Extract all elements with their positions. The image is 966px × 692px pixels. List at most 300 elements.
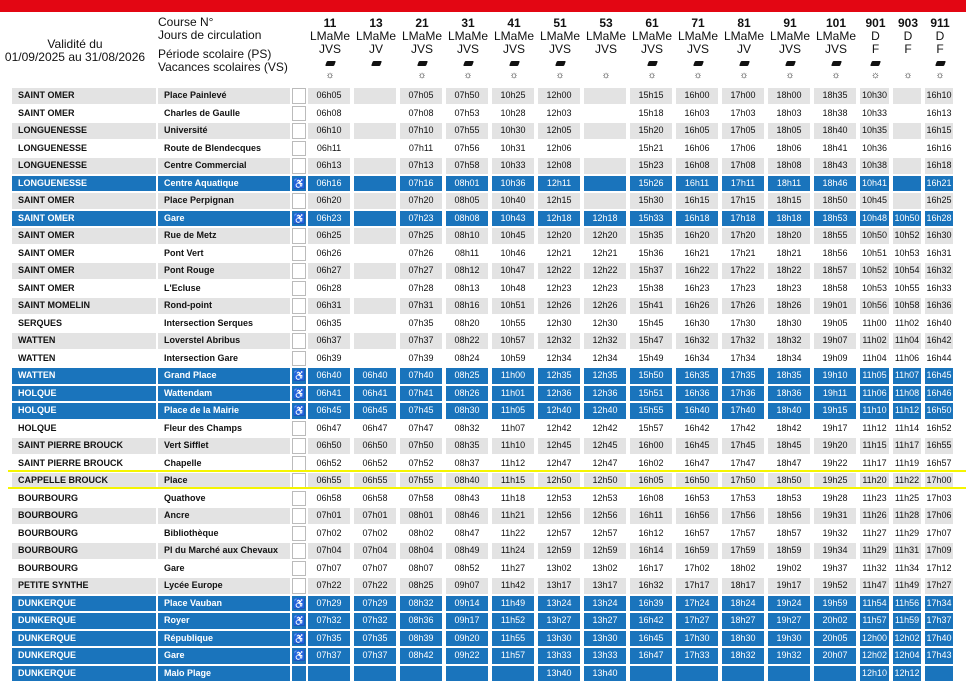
departure-time — [676, 666, 718, 682]
departure-time: 19h02 — [768, 561, 810, 577]
stop-city: SERQUES — [12, 316, 156, 332]
departure-time: 10h47 — [492, 263, 534, 279]
departure-time: 11h22 — [893, 473, 921, 489]
days-line-2: JVS — [502, 42, 525, 56]
departure-time: 12h05 — [538, 123, 580, 139]
departure-time: 06h27 — [308, 263, 350, 279]
departure-time: 06h16 — [308, 176, 350, 192]
departure-time: 06h47 — [354, 421, 396, 437]
wheelchair-icon: ♿ — [293, 371, 306, 382]
departure-time: 18h22 — [768, 263, 810, 279]
accessibility-cell — [292, 456, 306, 472]
departure-time — [446, 666, 488, 682]
top-color-bar — [0, 0, 966, 12]
departure-time: 17h12 — [925, 561, 953, 577]
school-period-label: Période scolaire (PS) — [158, 47, 272, 61]
accessibility-cell — [292, 106, 306, 122]
departure-time: 12h23 — [584, 281, 626, 297]
school-holidays-marker — [354, 69, 398, 82]
departure-time — [925, 666, 953, 682]
stop-city: BOURBOURG — [12, 526, 156, 542]
days-line-1: LMaMe — [539, 29, 580, 43]
departure-time: 16h42 — [676, 421, 718, 437]
departure-time: 16h47 — [676, 456, 718, 472]
departure-time: 11h02 — [860, 333, 889, 349]
departure-time: 07h50 — [400, 438, 442, 454]
departure-time: 06h41 — [308, 386, 350, 402]
departure-time: 13h27 — [584, 613, 626, 629]
departure-time: 06h11 — [308, 141, 350, 157]
departure-time: 16h50 — [925, 403, 953, 419]
departure-time: 12h50 — [538, 473, 580, 489]
accessibility-cell — [292, 316, 306, 332]
accessibility-cell — [292, 158, 306, 174]
course-column-header — [400, 17, 444, 82]
departure-time: 08h35 — [446, 438, 488, 454]
school-holidays-marker — [768, 69, 812, 82]
departure-time: 12h45 — [584, 438, 626, 454]
days-line-1: LMaMe — [309, 29, 350, 43]
school-holidays-label: Vacances scolaires (VS) — [158, 60, 288, 74]
departure-time — [584, 158, 626, 174]
departure-time — [584, 123, 626, 139]
accessibility-cell — [292, 403, 306, 419]
school-period-marker — [768, 56, 812, 69]
timetable-row — [0, 297, 966, 315]
timetable-row — [0, 262, 966, 280]
departure-time: 12h35 — [584, 368, 626, 384]
departure-time: 06h55 — [308, 473, 350, 489]
departure-time: 06h52 — [354, 456, 396, 472]
accessibility-cell — [292, 543, 306, 559]
departure-time: 16h15 — [925, 123, 953, 139]
departure-time: 19h34 — [814, 543, 856, 559]
departure-time: 18h30 — [768, 316, 810, 332]
departure-time: 17h03 — [722, 106, 764, 122]
accessibility-cell — [292, 648, 306, 664]
departure-time — [354, 263, 396, 279]
departure-time: 08h11 — [446, 246, 488, 262]
departure-time: 18h08 — [768, 158, 810, 174]
departure-time: 12h10 — [860, 666, 889, 682]
departure-time: 07h22 — [354, 578, 396, 594]
stop-name: Place — [158, 473, 290, 489]
course-number: 41 — [507, 16, 521, 30]
departure-time: 10h38 — [860, 158, 889, 174]
departure-time: 12h30 — [584, 316, 626, 332]
timetable-row — [0, 157, 966, 175]
departure-time: 08h46 — [446, 508, 488, 524]
days-line-2: JVS — [594, 42, 617, 56]
departure-time: 19h20 — [814, 438, 856, 454]
departure-time: 12h56 — [538, 508, 580, 524]
days-label: Jours de circulation — [158, 28, 262, 42]
departure-time: 09h20 — [446, 631, 488, 647]
departure-time: 10h28 — [492, 106, 534, 122]
departure-time: 11h57 — [860, 613, 889, 629]
departure-time: 11h00 — [492, 368, 534, 384]
departure-time: 07h53 — [446, 106, 488, 122]
departure-time — [584, 106, 626, 122]
days-line-1: LMaMe — [585, 29, 626, 43]
departure-time: 07h35 — [354, 631, 396, 647]
departure-time: 08h05 — [446, 193, 488, 209]
timetable-row — [0, 315, 966, 333]
departure-time — [584, 141, 626, 157]
accessibility-cell — [292, 88, 306, 104]
departure-time: 16h18 — [676, 211, 718, 227]
accessibility-cell — [292, 578, 306, 594]
timetable-row — [0, 175, 966, 193]
departure-time: 10h33 — [860, 106, 889, 122]
departure-time: 12h00 — [538, 88, 580, 104]
departure-time: 16h31 — [925, 246, 953, 262]
stop-name: Centre Commercial — [158, 158, 290, 174]
departure-time: 11h07 — [492, 421, 534, 437]
stop-city: LONGUENESSE — [12, 158, 156, 174]
departure-time: 16h17 — [630, 561, 672, 577]
departure-time: 07h37 — [308, 648, 350, 664]
departure-time: 11h04 — [893, 333, 921, 349]
departure-time — [354, 141, 396, 157]
departure-time: 17h02 — [676, 561, 718, 577]
stop-name: Loverstel Abribus — [158, 333, 290, 349]
timetable-row — [0, 367, 966, 385]
stop-name: Vert Sifflet — [158, 438, 290, 454]
departure-time: 12h57 — [584, 526, 626, 542]
departure-time: 07h32 — [308, 613, 350, 629]
course-number: 51 — [553, 16, 567, 30]
departure-time: 12h00 — [860, 631, 889, 647]
departure-time: 18h32 — [722, 648, 764, 664]
departure-time: 18h58 — [814, 281, 856, 297]
school-period-marker — [676, 56, 720, 69]
accessibility-cell — [292, 351, 306, 367]
days-line-2: JV — [736, 42, 751, 56]
departure-time: 07h35 — [308, 631, 350, 647]
departure-time: 18h06 — [768, 141, 810, 157]
departure-time: 07h07 — [354, 561, 396, 577]
departure-time: 19h07 — [814, 333, 856, 349]
school-period-marker — [925, 56, 955, 69]
accessibility-cell — [292, 508, 306, 524]
departure-time: 16h56 — [676, 508, 718, 524]
days-line-1: D — [871, 29, 880, 43]
days-line-2: JVS — [318, 42, 341, 56]
departure-time: 12h02 — [860, 648, 889, 664]
stop-name: Quathove — [158, 491, 290, 507]
departure-time: 11h19 — [893, 456, 921, 472]
timetable-row — [0, 87, 966, 105]
school-period-marker — [446, 56, 490, 69]
sun-icon: ☼ — [509, 70, 519, 81]
departure-time: 06h20 — [308, 193, 350, 209]
departure-time: 07h05 — [400, 88, 442, 104]
stop-city: SAINT OMER — [12, 88, 156, 104]
course-column-header — [584, 17, 628, 82]
departure-time: 06h40 — [354, 368, 396, 384]
departure-time: 17h34 — [925, 596, 953, 612]
school-period-marker — [893, 56, 923, 69]
departure-time: 17h56 — [722, 508, 764, 524]
departure-time: 11h21 — [492, 508, 534, 524]
stop-city: SAINT OMER — [12, 246, 156, 262]
stop-name: Bibliothèque — [158, 526, 290, 542]
departure-time: 16h30 — [925, 228, 953, 244]
departure-time: 06h41 — [354, 386, 396, 402]
departure-time: 11h18 — [492, 491, 534, 507]
departure-time: 07h25 — [400, 228, 442, 244]
sun-icon: ☼ — [601, 70, 611, 81]
departure-time: 17h22 — [722, 263, 764, 279]
departure-time — [354, 158, 396, 174]
departure-time: 17h06 — [925, 508, 953, 524]
departure-time: 08h22 — [446, 333, 488, 349]
departure-time: 17h50 — [722, 473, 764, 489]
departure-time: 08h08 — [446, 211, 488, 227]
departure-time: 08h04 — [400, 543, 442, 559]
departure-time: 18h53 — [814, 211, 856, 227]
departure-time: 12h15 — [538, 193, 580, 209]
departure-time: 17h26 — [722, 298, 764, 314]
departure-time: 16h39 — [630, 596, 672, 612]
stop-name: Chapelle — [158, 456, 290, 472]
departure-time: 12h03 — [538, 106, 580, 122]
departure-time: 19h31 — [814, 508, 856, 524]
departure-time: 17h09 — [925, 543, 953, 559]
departure-time: 06h35 — [308, 316, 350, 332]
departure-time: 07h31 — [400, 298, 442, 314]
departure-time: 17h23 — [722, 281, 764, 297]
departure-time: 18h57 — [814, 263, 856, 279]
accessibility-cell — [292, 561, 306, 577]
departure-time: 18h53 — [768, 491, 810, 507]
departure-time: 12h32 — [584, 333, 626, 349]
departure-time: 15h18 — [630, 106, 672, 122]
departure-time: 06h05 — [308, 88, 350, 104]
departure-time: 07h08 — [400, 106, 442, 122]
departure-time: 19h17 — [814, 421, 856, 437]
departure-time: 18h03 — [768, 106, 810, 122]
departure-time: 06h45 — [308, 403, 350, 419]
departure-time: 10h52 — [893, 228, 921, 244]
departure-time: 16h16 — [925, 141, 953, 157]
departure-time: 11h25 — [893, 491, 921, 507]
departure-time: 13h02 — [584, 561, 626, 577]
departure-time: 16h57 — [925, 456, 953, 472]
departure-time: 11h17 — [860, 456, 889, 472]
course-column-header — [860, 17, 891, 82]
departure-time: 11h29 — [893, 526, 921, 542]
departure-time: 07h04 — [308, 543, 350, 559]
school-holidays-marker — [492, 69, 536, 82]
departure-time: 08h26 — [446, 386, 488, 402]
departure-time: 17h11 — [722, 176, 764, 192]
stop-city: PETITE SYNTHE — [12, 578, 156, 594]
departure-time: 13h24 — [538, 596, 580, 612]
departure-time: 16h50 — [676, 473, 718, 489]
departure-time: 07h35 — [400, 316, 442, 332]
departure-time: 11h12 — [893, 403, 921, 419]
departure-time: 17h30 — [722, 316, 764, 332]
days-line-2: JVS — [686, 42, 709, 56]
wheelchair-icon: ♿ — [293, 388, 306, 400]
school-bus-icon — [417, 61, 428, 66]
departure-time: 10h25 — [492, 88, 534, 104]
departure-time — [354, 316, 396, 332]
stop-city: BOURBOURG — [12, 491, 156, 507]
course-column-header — [676, 17, 720, 82]
departure-time: 13h17 — [538, 578, 580, 594]
days-line-2: JVS — [778, 42, 801, 56]
departure-time: 06h55 — [354, 473, 396, 489]
departure-time: 07h50 — [446, 88, 488, 104]
departure-time: 18h43 — [814, 158, 856, 174]
departure-time — [354, 228, 396, 244]
departure-time: 12h20 — [584, 228, 626, 244]
timetable-row — [0, 105, 966, 123]
departure-time: 10h33 — [492, 158, 534, 174]
departure-time — [354, 176, 396, 192]
school-holidays-marker — [893, 69, 923, 82]
departure-time: 08h39 — [400, 631, 442, 647]
departure-time: 12h56 — [584, 508, 626, 524]
stop-name: Royer — [158, 613, 290, 629]
departure-time: 19h30 — [768, 631, 810, 647]
departure-time: 10h43 — [492, 211, 534, 227]
departure-time: 19h28 — [814, 491, 856, 507]
departure-time: 19h05 — [814, 316, 856, 332]
departure-time: 08h40 — [446, 473, 488, 489]
stop-city: BOURBOURG — [12, 543, 156, 559]
course-number: 53 — [599, 16, 613, 30]
departure-time: 15h20 — [630, 123, 672, 139]
departure-time: 16h35 — [676, 368, 718, 384]
departure-time: 18h23 — [768, 281, 810, 297]
stop-name: Pont Rouge — [158, 263, 290, 279]
highlight-line-top — [8, 470, 966, 472]
stop-name: Pont Vert — [158, 246, 290, 262]
departure-time: 09h14 — [446, 596, 488, 612]
departure-time: 11h08 — [893, 386, 921, 402]
course-column-header — [538, 17, 582, 82]
stop-name: Gare — [158, 211, 290, 227]
days-line-1: D — [935, 29, 945, 43]
timetable-row — [0, 560, 966, 578]
departure-time: 16h57 — [676, 526, 718, 542]
departure-time: 10h54 — [893, 263, 921, 279]
school-bus-icon — [463, 61, 474, 66]
departure-time: 17h42 — [722, 421, 764, 437]
course-column-header — [925, 17, 955, 82]
departure-time: 15h26 — [630, 176, 672, 192]
departure-time: 11h47 — [860, 578, 889, 594]
departure-time: 12h53 — [538, 491, 580, 507]
course-number: 21 — [415, 16, 429, 30]
departure-time: 07h01 — [354, 508, 396, 524]
departure-time: 18h15 — [768, 193, 810, 209]
departure-time: 07h39 — [400, 351, 442, 367]
departure-time: 11h59 — [893, 613, 921, 629]
departure-time: 08h13 — [446, 281, 488, 297]
course-number: 71 — [691, 16, 705, 30]
departure-time: 06h58 — [308, 491, 350, 507]
wheelchair-icon: ♿ — [293, 406, 306, 417]
departure-time: 20h02 — [814, 613, 856, 629]
departure-time: 12h53 — [584, 491, 626, 507]
school-bus-icon — [325, 61, 336, 66]
departure-time: 15h33 — [630, 211, 672, 227]
departure-time: 16h42 — [630, 613, 672, 629]
timetable-row — [0, 630, 966, 648]
departure-time: 12h06 — [538, 141, 580, 157]
departure-time: 12h21 — [584, 246, 626, 262]
departure-time: 07h28 — [400, 281, 442, 297]
departure-time: 18h46 — [814, 176, 856, 192]
accessibility-cell — [292, 333, 306, 349]
stop-name: Wattendam — [158, 386, 290, 402]
departure-time: 08h20 — [446, 316, 488, 332]
departure-time: 11h06 — [893, 351, 921, 367]
departure-time: 12h57 — [538, 526, 580, 542]
departure-time: 11h49 — [893, 578, 921, 594]
departure-time: 16h10 — [925, 88, 953, 104]
departure-time: 08h36 — [400, 613, 442, 629]
departure-time: 06h50 — [354, 438, 396, 454]
departure-time: 12h34 — [584, 351, 626, 367]
departure-time: 07h02 — [308, 526, 350, 542]
departure-time: 07h26 — [400, 246, 442, 262]
departure-time: 10h57 — [492, 333, 534, 349]
departure-time: 08h32 — [400, 596, 442, 612]
stop-name: Rue de Metz — [158, 228, 290, 244]
departure-time: 12h35 — [538, 368, 580, 384]
departure-time — [630, 666, 672, 682]
departure-time: 07h01 — [308, 508, 350, 524]
departure-time: 15h45 — [630, 316, 672, 332]
departure-time: 12h42 — [584, 421, 626, 437]
departure-time: 06h39 — [308, 351, 350, 367]
departure-time: 16h25 — [925, 193, 953, 209]
course-number: 11 — [323, 16, 337, 30]
school-holidays-marker — [676, 69, 720, 82]
departure-time: 11h15 — [860, 438, 889, 454]
timetable-row — [0, 210, 966, 228]
departure-time: 16h30 — [676, 316, 718, 332]
departure-time: 16h26 — [676, 298, 718, 314]
departure-time: 15h57 — [630, 421, 672, 437]
school-period-marker — [860, 56, 891, 69]
departure-time — [492, 666, 534, 682]
accessibility-cell — [292, 263, 306, 279]
departure-time: 12h02 — [893, 631, 921, 647]
timetable-row — [0, 122, 966, 140]
departure-time: 17h27 — [676, 613, 718, 629]
departure-time: 17h24 — [676, 596, 718, 612]
stop-name: République — [158, 631, 290, 647]
departure-time: 16h00 — [630, 438, 672, 454]
departure-time: 10h51 — [860, 246, 889, 262]
departure-time: 20h05 — [814, 631, 856, 647]
departure-time — [768, 666, 810, 682]
school-holidays-marker — [584, 69, 628, 82]
departure-time — [893, 176, 921, 192]
departure-time: 17h17 — [676, 578, 718, 594]
stop-name: Fleur des Champs — [158, 421, 290, 437]
departure-time: 16h59 — [676, 543, 718, 559]
departure-time: 10h52 — [860, 263, 889, 279]
departure-time: 10h48 — [492, 281, 534, 297]
